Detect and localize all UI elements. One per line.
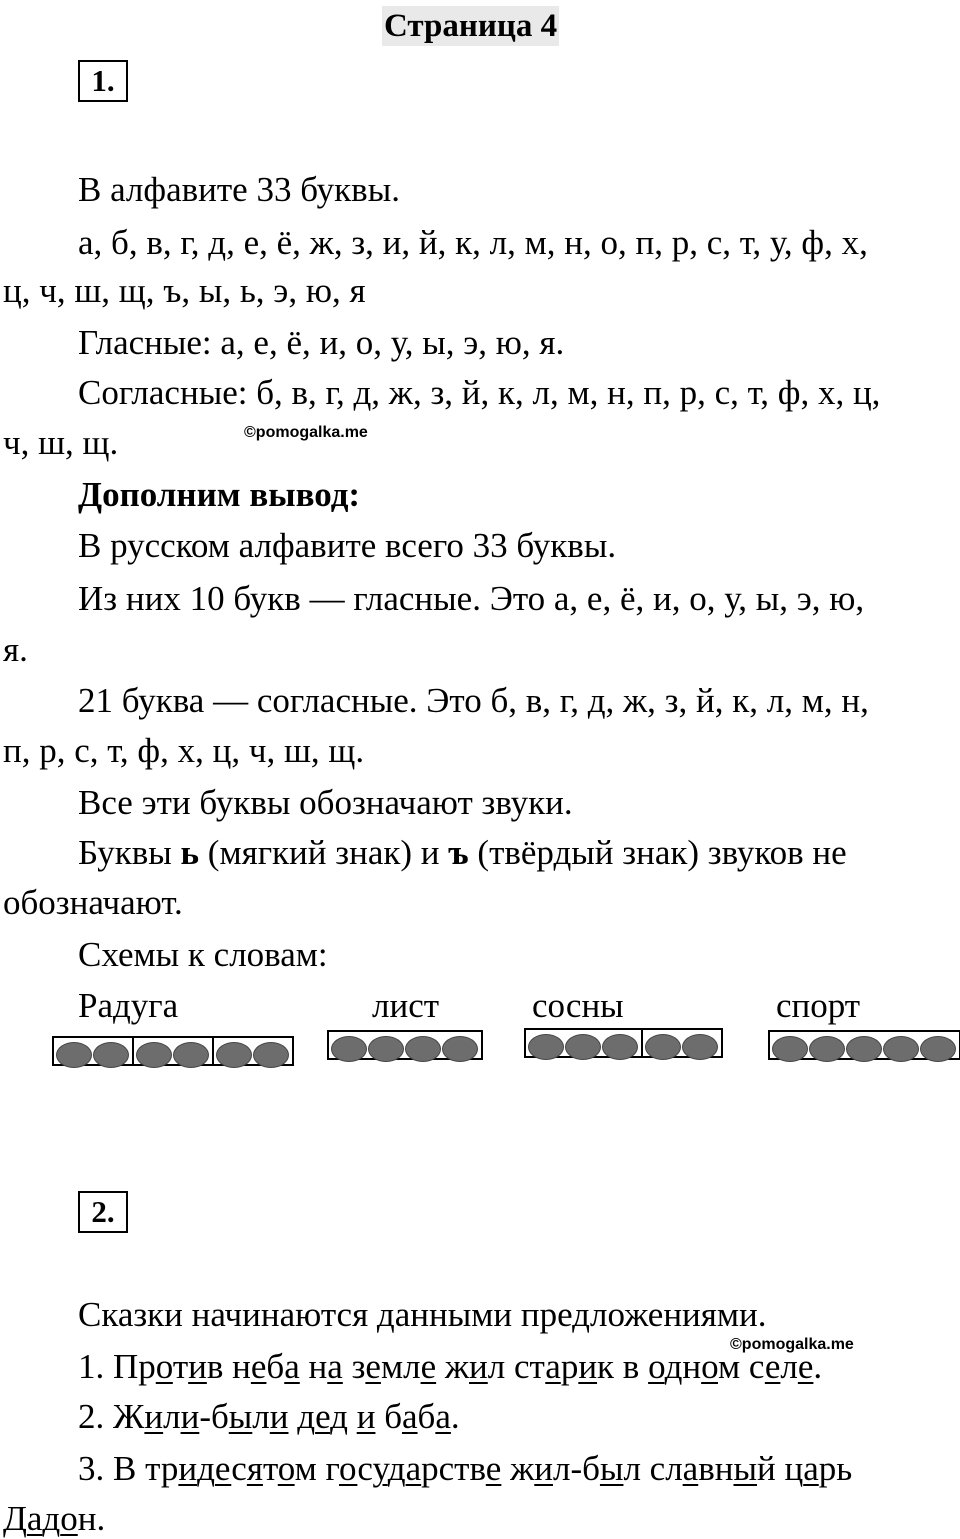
text-run: л сл [623, 1449, 683, 1488]
text-run: 1. Пр [78, 1347, 156, 1386]
text-run: в н [206, 1347, 251, 1386]
text-run: б [417, 1397, 436, 1436]
underlined-letter: ы [228, 1397, 253, 1436]
sound-circle [93, 1042, 129, 1068]
text-run: Д [3, 1499, 27, 1538]
underlined-letter: е [485, 1449, 502, 1488]
vowels-list: Гласные: а, е, ё, и, о, у, ы, э, ю, я. [78, 323, 565, 362]
sound-circle [442, 1036, 478, 1062]
hard-sign-letter: ъ [448, 833, 469, 872]
sound-circle [645, 1034, 681, 1060]
text-run: с [357, 1449, 373, 1488]
page-title: Страница 4 [384, 8, 558, 44]
sound-circle [173, 1042, 209, 1068]
conclusion-line: 21 буква — согласные. Это б, в, г, д, ж, з, й, к, л, м, н, [78, 681, 869, 720]
conclusion-line: я. [3, 630, 28, 669]
underlined-letter: и [178, 1449, 198, 1488]
underlined-letter: е [797, 1347, 814, 1386]
text-run: мл [380, 1347, 421, 1386]
syllable-box [641, 1028, 723, 1058]
underlined-letter: и [269, 1397, 289, 1436]
text-run: б [375, 1397, 402, 1436]
text-run: л-б [553, 1449, 600, 1488]
underlined-letter: а [26, 1499, 43, 1538]
underlined-letter: ы [599, 1449, 624, 1488]
sentence-2 [78, 1399, 460, 1434]
text-run: н [299, 1347, 328, 1386]
schemes-heading: Схемы к словам: [78, 935, 328, 974]
conclusion-line: обозначают. [3, 883, 183, 922]
word-raduga: Радуга [78, 986, 179, 1025]
underlined-letter: и [469, 1347, 488, 1386]
text-run: 2. Ж [78, 1397, 145, 1436]
underlined-letter: и [188, 1347, 207, 1386]
conclusion-line: Из них 10 букв — гласные. Это а, е, ё, и, о, у, ы, э, ю, [78, 579, 865, 618]
syllable-box [768, 1030, 960, 1060]
underlined-letter: ы [733, 1449, 757, 1488]
watermark: ©pomogalka.me [244, 424, 368, 441]
underlined-letter: а [284, 1347, 300, 1386]
task-2-number: 2. [78, 1191, 128, 1233]
underlined-letter: е [315, 1397, 331, 1436]
underlined-letter: о [60, 1499, 78, 1538]
sound-circle [216, 1042, 252, 1068]
text-run: м г [294, 1449, 340, 1488]
text-run: д [42, 1499, 61, 1538]
sound-circle [920, 1036, 956, 1062]
syllable-box [132, 1036, 214, 1066]
conclusion-line: Все эти буквы обозначают звуки. [78, 783, 573, 822]
letters-line-1: а, б, в, г, д, е, ё, ж, з, и, й, к, л, м, н, о, п, р, с, т, у, ф, х, [78, 223, 868, 262]
text-run: дн [664, 1347, 702, 1386]
text-run: д [288, 1397, 316, 1436]
task-1-number: 1. [78, 60, 128, 102]
sound-circle [602, 1034, 638, 1060]
task-2-intro: Сказки начинаются данными предложениями. [78, 1295, 767, 1334]
watermark: ©pomogalka.me [730, 1336, 854, 1353]
underlined-letter: о [339, 1449, 358, 1488]
underlined-letter: а [682, 1449, 699, 1488]
sound-circle [883, 1036, 919, 1062]
underlined-letter: е [365, 1347, 381, 1386]
underlined-letter: о [277, 1449, 295, 1488]
text-run: ж [436, 1347, 470, 1386]
sentence-3-continued [3, 1501, 105, 1536]
text-run: 3. В тр [78, 1449, 179, 1488]
text-run: с [231, 1449, 247, 1488]
underlined-letter: и [144, 1397, 164, 1436]
text-run: вн [698, 1449, 734, 1488]
consonants-line-1: Согласные: б, в, г, д, ж, з, й, к, л, м, н, п, р, с, т, ф, х, ц, [78, 373, 881, 412]
sound-circle [253, 1042, 289, 1068]
sound-circle [565, 1034, 601, 1060]
text-run: к в [597, 1347, 649, 1386]
underlined-letter: у [372, 1449, 388, 1488]
text-run: рь [818, 1449, 853, 1488]
text-run: л [163, 1397, 181, 1436]
underlined-letter: а [803, 1449, 819, 1488]
underlined-letter: а [405, 1449, 422, 1488]
text-run: м с [717, 1347, 765, 1386]
conclusion-heading: Дополним вывод: [78, 475, 361, 514]
text-run: л [252, 1397, 270, 1436]
text-run: л ст [487, 1347, 546, 1386]
underlined-letter: а [435, 1397, 451, 1436]
sound-circle [405, 1036, 441, 1062]
soft-sign-letter: ь [180, 833, 200, 872]
sound-circle [846, 1036, 882, 1062]
word-sport: спорт [776, 986, 861, 1025]
syllable-box [327, 1030, 483, 1060]
conclusion-line: Буквы ь (мягкий знак) и ъ (твёрдый знак) звуков не [78, 833, 847, 872]
conclusion-line: п, р, с, т, ф, х, ц, ч, ш, щ. [3, 731, 365, 770]
syllable-box [524, 1028, 643, 1058]
text-run: й ц [757, 1449, 804, 1488]
text-run: д [330, 1397, 357, 1436]
syllable-box [212, 1036, 294, 1066]
sound-circle [809, 1036, 845, 1062]
sound-circle [56, 1042, 92, 1068]
alphabet-count: В алфавите 33 буквы. [78, 170, 400, 209]
underlined-letter: и [534, 1449, 553, 1488]
underlined-letter: е [250, 1347, 267, 1386]
underlined-letter: я [246, 1449, 263, 1488]
text-run: н. [77, 1499, 106, 1538]
text-run: д [387, 1449, 406, 1488]
text-run: б [266, 1347, 285, 1386]
conclusion-line: В русском алфавите всего 33 буквы. [78, 526, 617, 565]
sound-circle [136, 1042, 172, 1068]
text-run: -б [199, 1397, 229, 1436]
underlined-letter: а [402, 1397, 418, 1436]
text-run: л [780, 1347, 798, 1386]
text-run: д [197, 1449, 215, 1488]
sound-circle [331, 1036, 367, 1062]
sentence-1 [78, 1349, 822, 1384]
letters-line-2: ц, ч, ш, щ, ъ, ы, ь, э, ю, я [3, 271, 366, 310]
underlined-letter: и [180, 1397, 200, 1436]
word-sosny: сосны [532, 986, 624, 1025]
sound-circle [368, 1036, 404, 1062]
underlined-letter: е [214, 1449, 232, 1488]
text-run: т [262, 1449, 278, 1488]
sound-circle [682, 1034, 718, 1060]
text-run: з [342, 1347, 366, 1386]
underlined-letter: о [648, 1347, 665, 1386]
text-run: рств [421, 1449, 486, 1488]
sound-circle [528, 1034, 564, 1060]
text-run: . [813, 1347, 823, 1386]
underlined-letter: о [701, 1347, 718, 1386]
sentence-3 [78, 1451, 852, 1486]
underlined-letter: е [764, 1347, 781, 1386]
underlined-letter: е [420, 1347, 437, 1386]
word-list: лист [372, 986, 440, 1025]
underlined-letter: а [545, 1347, 561, 1386]
sound-circle [772, 1036, 808, 1062]
underlined-letter: и [578, 1347, 598, 1386]
text-run: р [560, 1347, 579, 1386]
consonants-line-2: ч, ш, щ. [3, 423, 119, 462]
text-run: . [450, 1397, 460, 1436]
underlined-letter: о [155, 1347, 173, 1386]
underlined-letter: и [356, 1397, 376, 1436]
underlined-letter: а [327, 1347, 343, 1386]
text-run: ж [501, 1449, 535, 1488]
syllable-box [52, 1036, 134, 1066]
text-run: т [172, 1347, 189, 1386]
